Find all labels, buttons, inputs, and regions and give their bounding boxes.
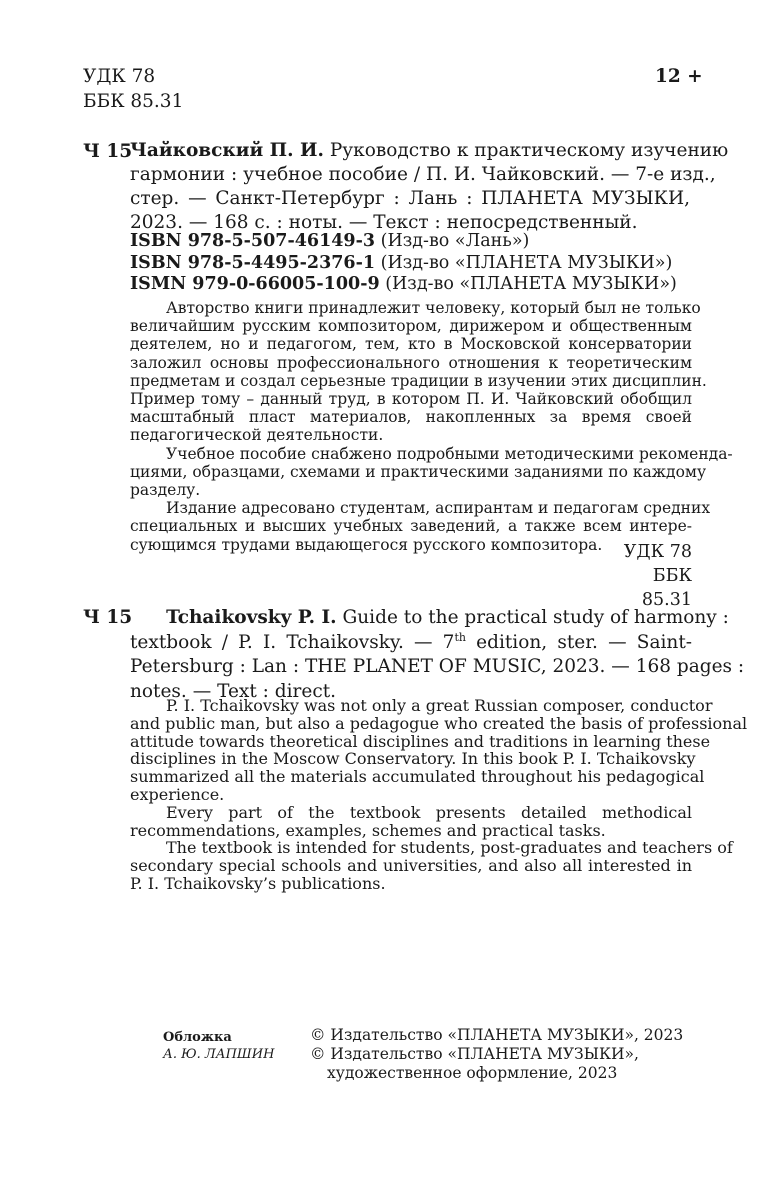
abstract-line: summarized all the materials accumulated throughout his pedagogical (130, 767, 705, 787)
ru-entry-line: Чайковский П. И. Руководство к практическому изучению (130, 140, 729, 161)
copyright-line: художественное оформление, 2023 (327, 1064, 618, 1082)
en-entry-line: Petersburg : Lan : THE PLANET OF MUSIC, 2023. — 168 pages : (130, 656, 745, 677)
ru-author: Чайковский П. И. (130, 140, 324, 161)
identifier-row (130, 231, 677, 253)
en-abstract (130, 696, 748, 893)
abstract-line: attitude towards theoretical disciplines and traditions in learning these (130, 731, 711, 751)
ru-abstract (130, 299, 733, 554)
copyright-block (310, 1026, 683, 1083)
en-author-mark: Ч 15 (83, 607, 133, 628)
identifier-row (130, 274, 677, 296)
abstract-line: Every part of the textbook presents detailed methodical (166, 802, 692, 822)
abstract-line: педагогической деятельности. (130, 426, 384, 445)
copyright-line: © Издательство «ПЛАНЕТА МУЗЫКИ», 2023 (310, 1026, 684, 1044)
bbk-code: ББК 85.31 (83, 91, 184, 112)
ru-entry-line: стер. — Санкт-Петербург : Лань : ПЛАНЕТА МУЗЫКИ, (130, 188, 690, 209)
identifier-publisher: (Изд-во «Лань») (375, 231, 530, 251)
abstract-line: disciplines in the Moscow Conservatory. In this book P. I. Tchaikovsky (130, 749, 696, 769)
abstract-line: разделу. (130, 481, 201, 500)
identifier-number: ISBN 978-5-4495-2376-1 (130, 252, 376, 273)
en-entry-line: Ч 15 Tchaikovsky P. I. Guide to the practical study of harmony : (83, 607, 729, 628)
identifier-number: ISMN 979-0-66005-100-9 (130, 274, 380, 294)
abstract-line: Пример тому – данный труд, в котором П. И. Чайковский обобщил (130, 390, 692, 409)
en-catalog-entry (83, 606, 745, 704)
abstract-line: сующимся трудами выдающегося русского композитора. (130, 535, 603, 554)
cover-label: Обложка (163, 1030, 232, 1045)
copyright-line: © Издательство «ПЛАНЕТА МУЗЫКИ», (310, 1045, 639, 1063)
udk-code: УДК 78 (623, 542, 692, 562)
ru-catalog-entry (130, 139, 729, 235)
age-rating: 12 + (655, 66, 703, 87)
abstract-line: заложил основы профессионального отношения к теоретическим (130, 353, 692, 372)
abstract-line: циями, образцами, схемами и практическими заданиями по каждому (130, 462, 707, 481)
identifier-publisher: (Изд-во «ПЛАНЕТА МУЗЫКИ») (375, 252, 673, 273)
ru-author-mark: Ч 15 (83, 141, 133, 162)
identifier-list (130, 231, 677, 296)
ru-entry-line: гармонии : учебное пособие / П. И. Чайковский. — 7-е изд., (130, 164, 716, 185)
abstract-line: and public man, but also a pedagogue who created the basis of professional (130, 713, 748, 733)
classification-header (83, 64, 183, 114)
en-entry-line: notes. — Text : direct. (130, 680, 337, 702)
abstract-line: Издание адресовано студентам, аспирантам и педагогам средних (166, 499, 711, 518)
abstract-line: Учебное пособие снабжено подробными методическими рекоменда- (166, 444, 733, 463)
abstract-line: масштабный пласт материалов, накопленных за время своей (130, 408, 692, 427)
en-author: Tchaikovsky P. I. (166, 607, 337, 628)
bbk-code: ББК 85.31 (641, 566, 692, 610)
en-entry-line: textbook / P. I. Tchaikovsky. — 7th edition, ster. — Saint- (130, 630, 692, 653)
identifier-publisher: (Изд-во «ПЛАНЕТА МУЗЫКИ») (379, 274, 677, 294)
abstract-line: The textbook is intended for students, post-graduates and teachers of (166, 838, 733, 858)
identifier-row (130, 253, 677, 275)
cover-designer: А. Ю. ЛАПШИН (163, 1047, 275, 1062)
abstract-line: experience. (130, 784, 225, 804)
abstract-line: recommendations, examples, schemes and practical tasks. (130, 820, 606, 840)
abstract-line: P. I. Tchaikovsky’s publications. (130, 873, 386, 893)
udk-code: УДК 78 (83, 66, 156, 87)
abstract-line: Авторство книги принадлежит человеку, который был не только (166, 299, 701, 317)
classification-footer (600, 540, 692, 612)
abstract-line: P. I. Tchaikovsky was not only a great Russian composer, conductor (166, 696, 713, 715)
abstract-line: secondary special schools and universities, and also all interested in (130, 856, 692, 876)
abstract-line: деятелем, но и педагогом, тем, кто в Московской консерватории (130, 335, 692, 354)
ru-entry-line: 2023. — 168 с. : ноты. — Текст : непосредственный. (130, 212, 638, 233)
abstract-line: специальных и высших учебных заведений, а также всем интере- (130, 517, 692, 536)
identifier-number: ISBN 978-5-507-46149-3 (130, 231, 376, 251)
abstract-line: предметам и создал серьезные традиции в изучении этих дисциплин. (130, 371, 707, 390)
cover-credit (163, 1029, 274, 1063)
abstract-line: величайшим русским композитором, дирижером и общественным (130, 317, 692, 336)
